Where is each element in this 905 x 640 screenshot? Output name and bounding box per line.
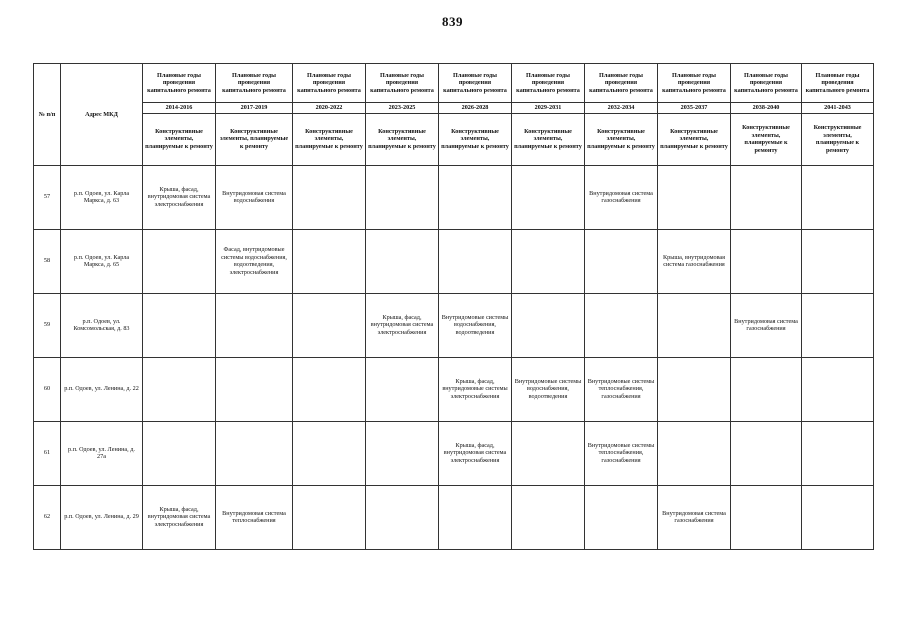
- repair-cell: Крыша, фасад, внутридомовая система электроснабжения: [366, 293, 439, 357]
- header-planned-years: Плановые годы проведения капитального ремонта: [658, 64, 731, 103]
- header-period: 2017-2019: [216, 103, 293, 114]
- repair-cell: [293, 229, 366, 293]
- row-number: 59: [34, 293, 61, 357]
- row-number: 62: [34, 485, 61, 549]
- repair-cell: Крыша, фасад, внутридомовая система электроснабжения: [439, 421, 512, 485]
- repair-cell: [585, 485, 658, 549]
- repair-cell: [143, 229, 216, 293]
- row-number: 58: [34, 229, 61, 293]
- repair-cell: Фасад, внутридомовые системы водоснабжения, водоотведения, электроснабжения: [216, 229, 293, 293]
- table-row: [34, 165, 874, 229]
- header-planned-years: Плановые годы проведения капитального ремонта: [216, 64, 293, 103]
- repair-cell: Внутридомовые системы водоснабжения, водоотведения: [439, 293, 512, 357]
- repair-cell: [216, 357, 293, 421]
- repair-cell: [802, 357, 874, 421]
- row-number: 60: [34, 357, 61, 421]
- repair-cell: [802, 485, 874, 549]
- header-planned-years: Плановые годы проведения капитального ремонта: [585, 64, 658, 103]
- repair-cell: Внутридомовая система газоснабжения: [731, 293, 802, 357]
- table-row: [34, 357, 874, 421]
- header-planned-years: Плановые годы проведения капитального ремонта: [512, 64, 585, 103]
- repair-cell: [731, 229, 802, 293]
- header-planned-years: Плановые годы проведения капитального ремонта: [366, 64, 439, 103]
- repair-cell: Внутридомовая система газоснабжения: [658, 485, 731, 549]
- repair-cell: [731, 421, 802, 485]
- repair-cell: [802, 421, 874, 485]
- header-period: 2032-2034: [585, 103, 658, 114]
- repair-cell: [802, 165, 874, 229]
- repair-cell: [293, 293, 366, 357]
- repair-cell: [658, 421, 731, 485]
- repair-cell: [512, 421, 585, 485]
- repair-cell: [731, 165, 802, 229]
- repair-cell: [293, 357, 366, 421]
- header-elements: Конструктивные элементы, планируемые к ремонту: [216, 113, 293, 165]
- row-address: р.п. Одоев, ул. Карла Маркса, д. 63: [61, 165, 143, 229]
- header-period: 2041-2043: [802, 103, 874, 114]
- row-number: 57: [34, 165, 61, 229]
- header-elements: Конструктивные элементы, планируемые к ремонту: [731, 113, 802, 165]
- row-number: 61: [34, 421, 61, 485]
- header-planned-years: Плановые годы проведения капитального ремонта: [293, 64, 366, 103]
- table-row: [34, 485, 874, 549]
- repair-cell: [439, 229, 512, 293]
- repair-cell: Внутридомовая система газоснабжения: [585, 165, 658, 229]
- header-period: 2038-2040: [731, 103, 802, 114]
- repair-cell: [731, 357, 802, 421]
- header-elements: Конструктивные элементы, планируемые к ремонту: [143, 113, 216, 165]
- table-row: [34, 421, 874, 485]
- row-address: р.п. Одоев, ул. Карла Маркса, д. 65: [61, 229, 143, 293]
- header-period: 2026-2028: [439, 103, 512, 114]
- header-elements: Конструктивные элементы, планируемые к ремонту: [439, 113, 512, 165]
- repair-cell: Внутридомовые системы водоснабжения, водоотведения: [512, 357, 585, 421]
- repair-cell: [366, 229, 439, 293]
- header-elements: Конструктивные элементы, планируемые к ремонту: [658, 113, 731, 165]
- capital-repair-table: [33, 63, 874, 550]
- repair-cell: [512, 229, 585, 293]
- repair-cell: [802, 229, 874, 293]
- repair-cell: Крыша, фасад, внутридомовая система электроснабжения: [143, 485, 216, 549]
- repair-cell: [216, 421, 293, 485]
- repair-cell: [658, 293, 731, 357]
- repair-cell: [658, 165, 731, 229]
- header-address: Адрес МКД: [61, 64, 143, 166]
- repair-cell: [293, 165, 366, 229]
- header-elements: Конструктивные элементы, планируемые к ремонту: [293, 113, 366, 165]
- repair-cell: [293, 421, 366, 485]
- header-planned-years: Плановые годы проведения капитального ремонта: [439, 64, 512, 103]
- header-planned-years: Плановые годы проведения капитального ремонта: [802, 64, 874, 103]
- repair-cell: Крыша, фасад, внутридомовая система электроснабжения: [143, 165, 216, 229]
- repair-cell: Крыша, внутридомовая система газоснабжения: [658, 229, 731, 293]
- repair-cell: [366, 485, 439, 549]
- table-row: [34, 293, 874, 357]
- repair-cell: Внутридомовая система теплоснабжения: [216, 485, 293, 549]
- header-elements: Конструктивные элементы, планируемые к ремонту: [585, 113, 658, 165]
- repair-cell: [439, 485, 512, 549]
- repair-cell: [512, 293, 585, 357]
- repair-cell: Крыша, фасад, внутридомовые системы электроснабжения: [439, 357, 512, 421]
- repair-cell: [731, 485, 802, 549]
- repair-cell: [293, 485, 366, 549]
- repair-cell: [216, 293, 293, 357]
- page-number: 839: [442, 14, 463, 29]
- repair-cell: [439, 165, 512, 229]
- header-period: 2023-2025: [366, 103, 439, 114]
- header-period: 2035-2037: [658, 103, 731, 114]
- repair-cell: [585, 293, 658, 357]
- header-planned-years: Плановые годы проведения капитального ремонта: [143, 64, 216, 103]
- table-row: [34, 229, 874, 293]
- repair-cell: [366, 357, 439, 421]
- repair-cell: [802, 293, 874, 357]
- header-planned-years: Плановые годы проведения капитального ремонта: [731, 64, 802, 103]
- row-address: р.п. Одоев, ул. Ленина, д. 29: [61, 485, 143, 549]
- repair-cell: Внутридомовые системы теплоснабжения, газоснабжения: [585, 357, 658, 421]
- repair-cell: [366, 165, 439, 229]
- header-period: 2014-2016: [143, 103, 216, 114]
- header-period: 2020-2022: [293, 103, 366, 114]
- header-elements: Конструктивные элементы, планируемые к ремонту: [802, 113, 874, 165]
- repair-cell: [143, 421, 216, 485]
- row-address: р.п. Одоев, ул. Комсомольская, д. 83: [61, 293, 143, 357]
- header-num: № п/п: [34, 64, 61, 166]
- repair-cell: Внутридомовая система водоснабжения: [216, 165, 293, 229]
- header-elements: Конструктивные элементы, планируемые к ремонту: [512, 113, 585, 165]
- header-period: 2029-2031: [512, 103, 585, 114]
- header-elements: Конструктивные элементы, планируемые к ремонту: [366, 113, 439, 165]
- repair-cell: [512, 165, 585, 229]
- repair-cell: [658, 357, 731, 421]
- repair-cell: [143, 293, 216, 357]
- repair-cell: [512, 485, 585, 549]
- repair-cell: [585, 229, 658, 293]
- row-address: р.п. Одоев, ул. Ленина, д. 22: [61, 357, 143, 421]
- repair-cell: [366, 421, 439, 485]
- repair-cell: [143, 357, 216, 421]
- repair-cell: Внутридомовые системы теплоснабжения, газоснабжения: [585, 421, 658, 485]
- row-address: р.п. Одоев, ул. Ленина, д. 27а: [61, 421, 143, 485]
